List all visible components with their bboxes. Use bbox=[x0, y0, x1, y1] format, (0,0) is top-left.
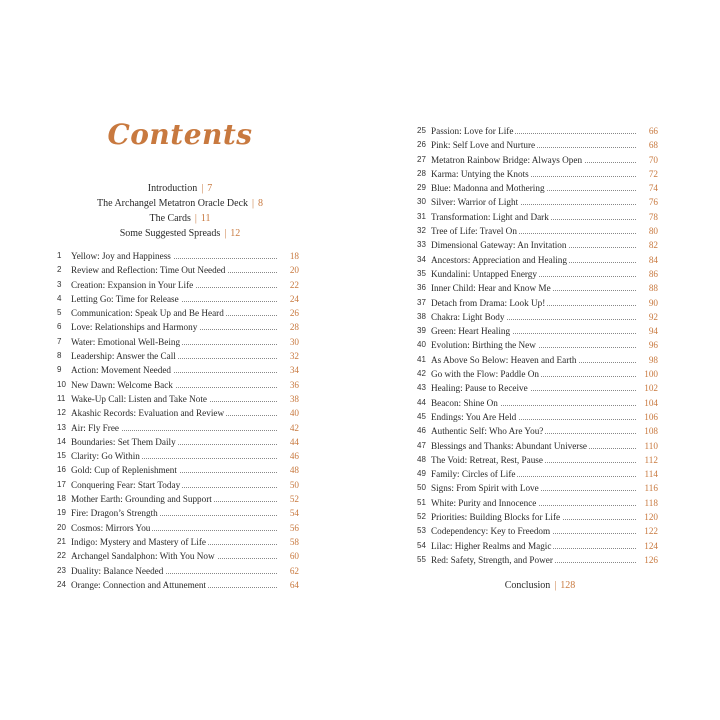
entry-number: 10 bbox=[57, 379, 66, 389]
entry-number: 38 bbox=[417, 311, 426, 321]
toc-entry[interactable] bbox=[57, 521, 299, 535]
entry-title: Action: Movement Needed bbox=[71, 363, 173, 377]
entry-number: 53 bbox=[417, 526, 426, 536]
entry-number: 44 bbox=[417, 397, 426, 407]
conclusion-page: 128 bbox=[560, 580, 576, 591]
entry-title: White: Purity and Innocence bbox=[431, 496, 538, 510]
entry-page-number: 94 bbox=[638, 324, 658, 338]
contents-title: Contents bbox=[107, 118, 253, 151]
entry-number: 17 bbox=[57, 479, 66, 489]
entry-title: Fire: Dragon’s Strength bbox=[71, 506, 160, 520]
entry-title: Orange: Connection and Attunement bbox=[71, 578, 208, 592]
entry-number: 4 bbox=[57, 293, 62, 303]
toc-entry[interactable] bbox=[417, 238, 658, 252]
entry-page-number: 64 bbox=[279, 578, 299, 592]
entry-page-number: 18 bbox=[279, 249, 299, 263]
entry-page-number: 60 bbox=[279, 549, 299, 563]
toc-entry[interactable] bbox=[57, 320, 299, 334]
entry-page-number: 26 bbox=[279, 306, 299, 320]
toc-entry[interactable] bbox=[57, 578, 299, 592]
entry-page-number: 106 bbox=[638, 410, 658, 424]
entry-number: 31 bbox=[417, 211, 426, 221]
toc-entry[interactable] bbox=[57, 349, 299, 363]
entry-number: 55 bbox=[417, 554, 426, 564]
toc-entry[interactable] bbox=[417, 153, 658, 167]
entry-title: Pink: Self Love and Nurture bbox=[431, 138, 537, 152]
entry-page-number: 90 bbox=[638, 296, 658, 310]
entry-number: 15 bbox=[57, 451, 66, 461]
toc-entry[interactable] bbox=[417, 210, 658, 224]
entry-page-number: 110 bbox=[638, 439, 658, 453]
entry-title: Authentic Self: Who Are You? bbox=[431, 424, 545, 438]
conclusion-label: Conclusion bbox=[504, 580, 551, 591]
toc-entry[interactable] bbox=[417, 167, 658, 181]
entry-page-number: 34 bbox=[279, 363, 299, 377]
entry-page-number: 54 bbox=[279, 506, 299, 520]
entry-number: 7 bbox=[57, 336, 62, 346]
entry-number: 37 bbox=[417, 297, 426, 307]
entry-title: Love: Relationships and Harmony bbox=[71, 320, 199, 334]
entry-number: 25 bbox=[417, 126, 426, 135]
toc-entry[interactable] bbox=[417, 496, 658, 510]
entry-number: 6 bbox=[57, 322, 62, 332]
entry-title: As Above So Below: Heaven and Earth bbox=[431, 353, 578, 367]
entry-title: Clarity: Go Within bbox=[71, 449, 142, 463]
front-matter-item[interactable]: Some Suggested Spreads | 12 bbox=[119, 228, 241, 239]
entry-page-number: 84 bbox=[638, 253, 658, 267]
toc-entry[interactable] bbox=[57, 249, 299, 263]
toc-entry[interactable] bbox=[417, 281, 658, 295]
entry-title: Blessings and Thanks: Abundant Universe bbox=[431, 439, 589, 453]
entry-number: 40 bbox=[417, 340, 426, 350]
entry-title: Creation: Expansion in Your Life bbox=[71, 278, 195, 292]
entry-title: Tree of Life: Travel On bbox=[431, 224, 519, 238]
toc-entry[interactable] bbox=[417, 410, 658, 424]
entry-page-number: 82 bbox=[638, 238, 658, 252]
entry-title: Conquering Fear: Start Today bbox=[71, 478, 182, 492]
entry-number: 9 bbox=[57, 365, 62, 375]
entry-page-number: 76 bbox=[638, 195, 658, 209]
entry-page-number: 100 bbox=[638, 367, 658, 381]
entry-number: 50 bbox=[417, 483, 426, 493]
entry-page-number: 50 bbox=[279, 478, 299, 492]
entry-page-number: 52 bbox=[279, 492, 299, 506]
entry-page-number: 32 bbox=[279, 349, 299, 363]
entry-page-number: 40 bbox=[279, 406, 299, 420]
entry-number: 13 bbox=[57, 422, 66, 432]
entry-title: Air: Fly Free bbox=[71, 421, 121, 435]
entry-title: Water: Emotional Well-Being bbox=[71, 335, 182, 349]
toc-entry[interactable] bbox=[57, 406, 299, 420]
entry-number: 26 bbox=[417, 140, 426, 150]
entry-page-number: 38 bbox=[279, 392, 299, 406]
entry-page-number: 36 bbox=[279, 378, 299, 392]
entry-page-number: 44 bbox=[279, 435, 299, 449]
entry-title: Signs: From Spirit with Love bbox=[431, 481, 541, 495]
entry-page-number: 124 bbox=[638, 539, 658, 553]
entry-page-number: 126 bbox=[638, 553, 658, 567]
entry-title: Silver: Warrior of Light bbox=[431, 195, 520, 209]
entry-page-number: 48 bbox=[279, 463, 299, 477]
entry-number: 46 bbox=[417, 426, 426, 436]
entry-title: Go with the Flow: Paddle On bbox=[431, 367, 541, 381]
entry-number: 29 bbox=[417, 183, 426, 193]
entry-page-number: 70 bbox=[638, 153, 658, 167]
entry-title: Boundaries: Set Them Daily bbox=[71, 435, 178, 449]
entry-title: Family: Circles of Life bbox=[431, 467, 517, 481]
toc-entry[interactable] bbox=[57, 378, 299, 392]
entry-title: Leadership: Answer the Call bbox=[71, 349, 178, 363]
toc-entry[interactable] bbox=[417, 124, 658, 138]
entry-title: Detach from Drama: Look Up! bbox=[431, 296, 547, 310]
entry-page-number: 122 bbox=[638, 524, 658, 538]
entry-number: 52 bbox=[417, 512, 426, 522]
entry-number: 51 bbox=[417, 497, 426, 507]
entry-number: 5 bbox=[57, 308, 62, 318]
entry-title: Inner Child: Hear and Know Me bbox=[431, 281, 553, 295]
entry-title: New Dawn: Welcome Back bbox=[71, 378, 175, 392]
entry-number: 41 bbox=[417, 354, 426, 364]
entry-number: 32 bbox=[417, 226, 426, 236]
entry-number: 8 bbox=[57, 351, 62, 361]
entry-number: 1 bbox=[57, 251, 62, 260]
entry-title: Passion: Love for Life bbox=[431, 124, 515, 138]
right-page bbox=[360, 0, 720, 720]
entry-page-number: 30 bbox=[279, 335, 299, 349]
front-matter-item[interactable]: The Cards | 11 bbox=[149, 213, 211, 224]
entry-title: Wake-Up Call: Listen and Take Note bbox=[71, 392, 209, 406]
entry-number: 54 bbox=[417, 540, 426, 550]
entry-page-number: 116 bbox=[638, 481, 658, 495]
entry-number: 49 bbox=[417, 469, 426, 479]
toc-entry[interactable] bbox=[417, 524, 658, 538]
entry-number: 33 bbox=[417, 240, 426, 250]
front-matter-item[interactable]: The Archangel Metatron Oracle Deck | 8 bbox=[96, 198, 264, 209]
toc-entry[interactable] bbox=[417, 138, 658, 152]
entry-title: Evolution: Birthing the New bbox=[431, 338, 538, 352]
entry-title: Review and Reflection: Time Out Needed bbox=[71, 263, 227, 277]
entry-page-number: 42 bbox=[279, 421, 299, 435]
entry-number: 36 bbox=[417, 283, 426, 293]
entry-page-number: 68 bbox=[638, 138, 658, 152]
toc-entry[interactable] bbox=[417, 553, 658, 567]
entry-page-number: 66 bbox=[638, 124, 658, 138]
entry-title: Chakra: Light Body bbox=[431, 310, 507, 324]
toc-entry[interactable] bbox=[57, 478, 299, 492]
entry-page-number: 118 bbox=[638, 496, 658, 510]
toc-entry[interactable] bbox=[57, 263, 299, 277]
entry-page-number: 92 bbox=[638, 310, 658, 324]
toc-entry[interactable] bbox=[57, 306, 299, 320]
toc-entry[interactable] bbox=[57, 278, 299, 292]
entry-title: Lilac: Higher Realms and Magic bbox=[431, 539, 553, 553]
entry-title: Archangel Sandalphon: With You Now bbox=[71, 549, 217, 563]
entry-title: Duality: Balance Needed bbox=[71, 564, 165, 578]
entry-title: Priorities: Building Blocks for Life bbox=[431, 510, 562, 524]
toc-entry[interactable] bbox=[417, 481, 658, 495]
toc-entry[interactable] bbox=[417, 224, 658, 238]
entry-page-number: 120 bbox=[638, 510, 658, 524]
entry-page-number: 96 bbox=[638, 338, 658, 352]
entry-page-number: 72 bbox=[638, 167, 658, 181]
entry-number: 2 bbox=[57, 265, 62, 275]
toc-entry[interactable] bbox=[417, 510, 658, 524]
entry-title: Akashic Records: Evaluation and Review bbox=[71, 406, 226, 420]
entry-title: Green: Heart Healing bbox=[431, 324, 512, 338]
toc-entry[interactable] bbox=[57, 435, 299, 449]
toc-entry[interactable] bbox=[417, 424, 658, 438]
entry-number: 35 bbox=[417, 268, 426, 278]
entry-page-number: 78 bbox=[638, 210, 658, 224]
entry-page-number: 62 bbox=[279, 564, 299, 578]
entry-page-number: 56 bbox=[279, 521, 299, 535]
front-matter bbox=[0, 181, 360, 241]
toc-entry[interactable] bbox=[417, 353, 658, 367]
entry-title: Healing: Pause to Receive bbox=[431, 381, 530, 395]
entry-number: 43 bbox=[417, 383, 426, 393]
conclusion-entry[interactable]: Conclusion | 128 bbox=[504, 580, 576, 591]
entry-page-number: 102 bbox=[638, 381, 658, 395]
entry-title: Transformation: Light and Dark bbox=[431, 210, 551, 224]
entry-title: Codependency: Key to Freedom bbox=[431, 524, 552, 538]
toc-entry[interactable] bbox=[57, 506, 299, 520]
entry-number: 14 bbox=[57, 436, 66, 446]
toc-entry[interactable] bbox=[417, 267, 658, 281]
entry-number: 24 bbox=[57, 579, 66, 589]
entry-number: 20 bbox=[57, 522, 66, 532]
entry-title: Mother Earth: Grounding and Support bbox=[71, 492, 214, 506]
toc-entry[interactable] bbox=[57, 421, 299, 435]
entry-number: 34 bbox=[417, 254, 426, 264]
toc-entry[interactable] bbox=[57, 492, 299, 506]
toc-entry[interactable] bbox=[417, 453, 658, 467]
entry-title: Kundalini: Untapped Energy bbox=[431, 267, 539, 281]
toc-entry[interactable] bbox=[417, 467, 658, 481]
toc-entry[interactable] bbox=[57, 549, 299, 563]
toc-entry[interactable] bbox=[417, 195, 658, 209]
entry-page-number: 86 bbox=[638, 267, 658, 281]
entry-page-number: 20 bbox=[279, 263, 299, 277]
toc-entry[interactable] bbox=[57, 535, 299, 549]
entry-number: 42 bbox=[417, 369, 426, 379]
entry-number: 21 bbox=[57, 536, 66, 546]
toc-list-right bbox=[417, 124, 658, 567]
toc-entry[interactable] bbox=[57, 463, 299, 477]
entry-number: 11 bbox=[57, 393, 66, 403]
entry-title: Gold: Cup of Replenishment bbox=[71, 463, 179, 477]
entry-title: Communication: Speak Up and Be Heard bbox=[71, 306, 226, 320]
entry-number: 22 bbox=[57, 551, 66, 561]
entry-page-number: 88 bbox=[638, 281, 658, 295]
entry-number: 23 bbox=[57, 565, 66, 575]
entry-title: Ancestors: Appreciation and Healing bbox=[431, 253, 569, 267]
entry-title: Metatron Rainbow Bridge: Always Open bbox=[431, 153, 584, 167]
entry-title: Yellow: Joy and Happiness bbox=[71, 249, 173, 263]
toc-entry[interactable] bbox=[417, 439, 658, 453]
entry-number: 28 bbox=[417, 168, 426, 178]
entry-page-number: 80 bbox=[638, 224, 658, 238]
entry-number: 19 bbox=[57, 508, 66, 518]
entry-number: 27 bbox=[417, 154, 426, 164]
entry-title: Cosmos: Mirrors You bbox=[71, 521, 152, 535]
toc-entry[interactable] bbox=[57, 292, 299, 306]
toc-entry[interactable] bbox=[417, 181, 658, 195]
entry-page-number: 108 bbox=[638, 424, 658, 438]
toc-entry[interactable] bbox=[417, 539, 658, 553]
entry-page-number: 46 bbox=[279, 449, 299, 463]
entry-page-number: 22 bbox=[279, 278, 299, 292]
entry-page-number: 28 bbox=[279, 320, 299, 334]
entry-title: Endings: You Are Held bbox=[431, 410, 518, 424]
entry-title: Dimensional Gateway: An Invitation bbox=[431, 238, 569, 252]
entry-page-number: 112 bbox=[638, 453, 658, 467]
toc-entry[interactable] bbox=[417, 338, 658, 352]
entry-title: Letting Go: Time for Release bbox=[71, 292, 181, 306]
toc-entry[interactable] bbox=[57, 392, 299, 406]
entry-number: 45 bbox=[417, 411, 426, 421]
entry-page-number: 24 bbox=[279, 292, 299, 306]
entry-page-number: 58 bbox=[279, 535, 299, 549]
entry-number: 48 bbox=[417, 454, 426, 464]
toc-entry[interactable] bbox=[57, 363, 299, 377]
entry-title: Indigo: Mystery and Mastery of Life bbox=[71, 535, 208, 549]
entry-number: 16 bbox=[57, 465, 66, 475]
entry-title: Karma: Untying the Knots bbox=[431, 167, 531, 181]
entry-number: 12 bbox=[57, 408, 66, 418]
toc-entry[interactable] bbox=[417, 396, 658, 410]
toc-entry[interactable] bbox=[417, 381, 658, 395]
toc-entry[interactable] bbox=[417, 324, 658, 338]
entry-number: 18 bbox=[57, 494, 66, 504]
entry-number: 39 bbox=[417, 326, 426, 336]
entry-title: Red: Safety, Strength, and Power bbox=[431, 553, 555, 567]
toc-entry[interactable] bbox=[417, 367, 658, 381]
entry-title: Blue: Madonna and Mothering bbox=[431, 181, 547, 195]
entry-number: 30 bbox=[417, 197, 426, 207]
entry-page-number: 98 bbox=[638, 353, 658, 367]
toc-entry[interactable] bbox=[417, 296, 658, 310]
entry-title: The Void: Retreat, Rest, Pause bbox=[431, 453, 545, 467]
front-matter-item[interactable]: Introduction | 7 bbox=[147, 183, 213, 194]
entry-page-number: 114 bbox=[638, 467, 658, 481]
entry-number: 47 bbox=[417, 440, 426, 450]
toc-list-left bbox=[57, 249, 299, 592]
toc-entry[interactable] bbox=[417, 310, 658, 324]
entry-title: Beacon: Shine On bbox=[431, 396, 500, 410]
toc-entry[interactable] bbox=[57, 564, 299, 578]
entry-number: 3 bbox=[57, 279, 62, 289]
toc-entry[interactable] bbox=[57, 449, 299, 463]
entry-page-number: 74 bbox=[638, 181, 658, 195]
toc-entry[interactable] bbox=[57, 335, 299, 349]
entry-page-number: 104 bbox=[638, 396, 658, 410]
toc-entry[interactable] bbox=[417, 253, 658, 267]
